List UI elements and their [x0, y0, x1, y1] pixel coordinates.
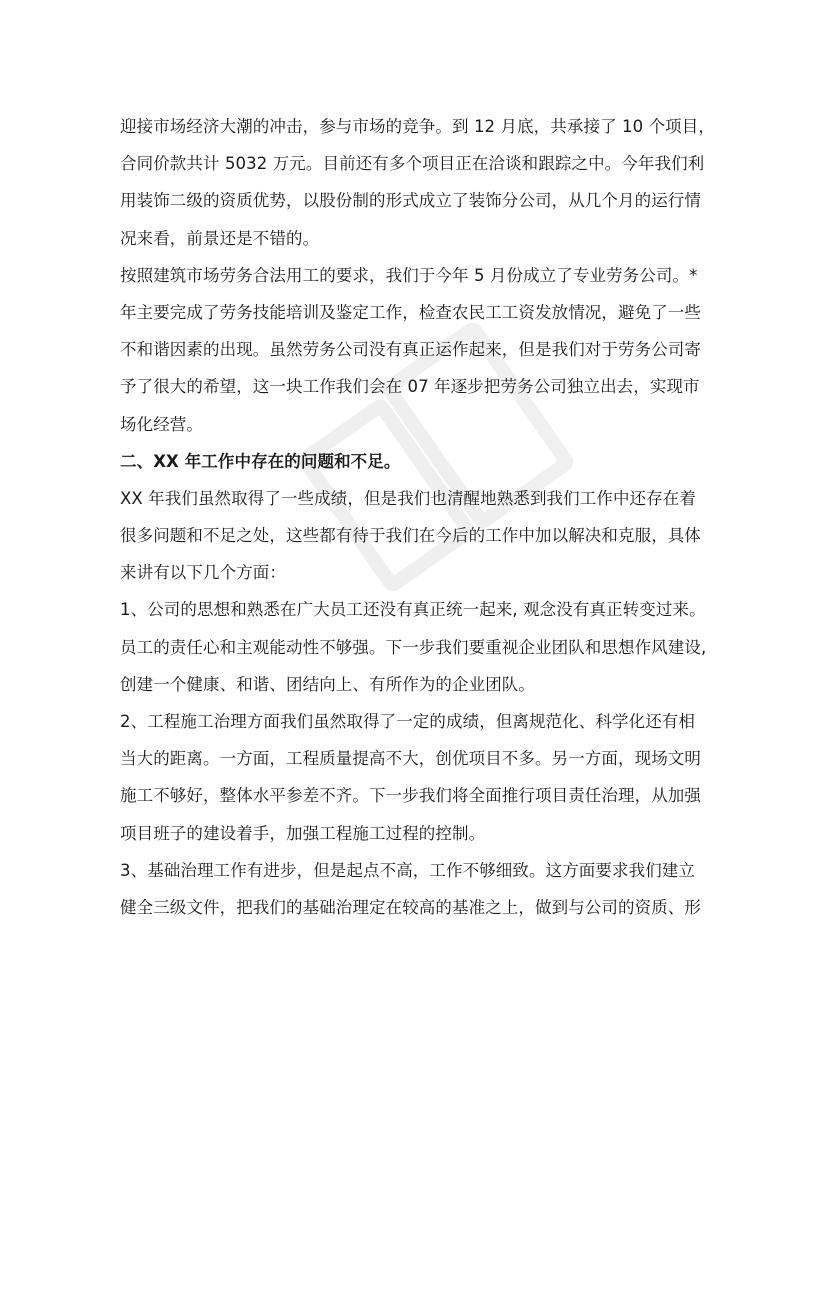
text-line: 创建一个健康、和谐、团结向上、有所作为的企业团队。: [120, 674, 535, 694]
text-line: 年主要完成了劳务技能培训及鉴定工作，检查农民工工资发放情况，避免了一些: [120, 302, 701, 322]
text-line: 迎接市场经济大潮的冲击，参与市场的竞争。到 12 月底，共承接了 10 个项目，: [120, 117, 715, 136]
paragraph: [120, 703, 712, 852]
text-line: 况来看，前景还是不错的。: [120, 228, 320, 248]
text-line: 项目班子的建设着手，加强工程施工过程的控制。: [120, 823, 486, 843]
text-line: 2、工程施工治理方面我们虽然取得了一定的成绩，但离规范化、科学化还有相: [120, 712, 695, 731]
heading-text: 二、XX 年工作中存在的问题和不足。: [120, 451, 401, 471]
text-line: 合同价款共计 5032 万元。目前还有多个项目正在洽谈和跟踪之中。今年我们利: [120, 154, 705, 174]
section-heading: [120, 443, 712, 480]
paragraph: [120, 852, 712, 926]
text-line: 当大的距离。一方面，工程质量提高不大，创优项目不多。另一方面，现场文明: [120, 749, 701, 769]
document-body: [120, 108, 715, 926]
text-line: 不和谐因素的出现。虽然劳务公司没有真正运作起来，但是我们对于劳务公司寄: [120, 340, 701, 360]
text-line: 按照建筑市场劳务合法用工的要求，我们于今年 5 月份成立了专业劳务公司。*: [120, 265, 698, 285]
text-line: 3、基础治理工作有进步，但是起点不高，工作不够细致。这方面要求我们建立: [120, 860, 695, 880]
text-line: 用装饰二级的资质优势，以股份制的形式成立了装饰分公司，从几个月的运行情: [120, 191, 701, 211]
watermark-logo-bottom: [317, 1022, 582, 1258]
text-line: 很多问题和不足之处，这些都有待于我们在今后的工作中加以解决和克服，具体: [120, 526, 701, 546]
text-line: 来讲有以下几个方面：: [120, 563, 286, 583]
paragraph: [120, 257, 712, 443]
text-line: 员工的责任心和主观能动性不够强。下一步我们要重视企业团队和思想作风建设,: [120, 637, 707, 657]
text-line: 场化经营。: [120, 414, 203, 434]
text-line: 予了很大的希望，这一块工作我们会在 07 年逐步把劳务公司独立出去，实现市: [120, 377, 700, 397]
paragraph: [120, 480, 712, 592]
paragraph: [120, 108, 715, 257]
paragraph: [120, 591, 712, 703]
text-line: XX 年我们虽然取得了一些成绩，但是我们也清醒地熟悉到我们工作中还存在着: [120, 488, 696, 508]
text-line: 健全三级文件，把我们的基础治理定在较高的基准之上，做到与公司的资质、形: [120, 897, 701, 917]
text-line: 施工不够好，整体水平参差不齐。下一步我们将全面推行项目责任治理，从加强: [120, 786, 701, 806]
text-line: 1、公司的思想和熟悉在广大员工还没有真正统一起来, 观念没有真正转变过来。: [120, 600, 706, 620]
